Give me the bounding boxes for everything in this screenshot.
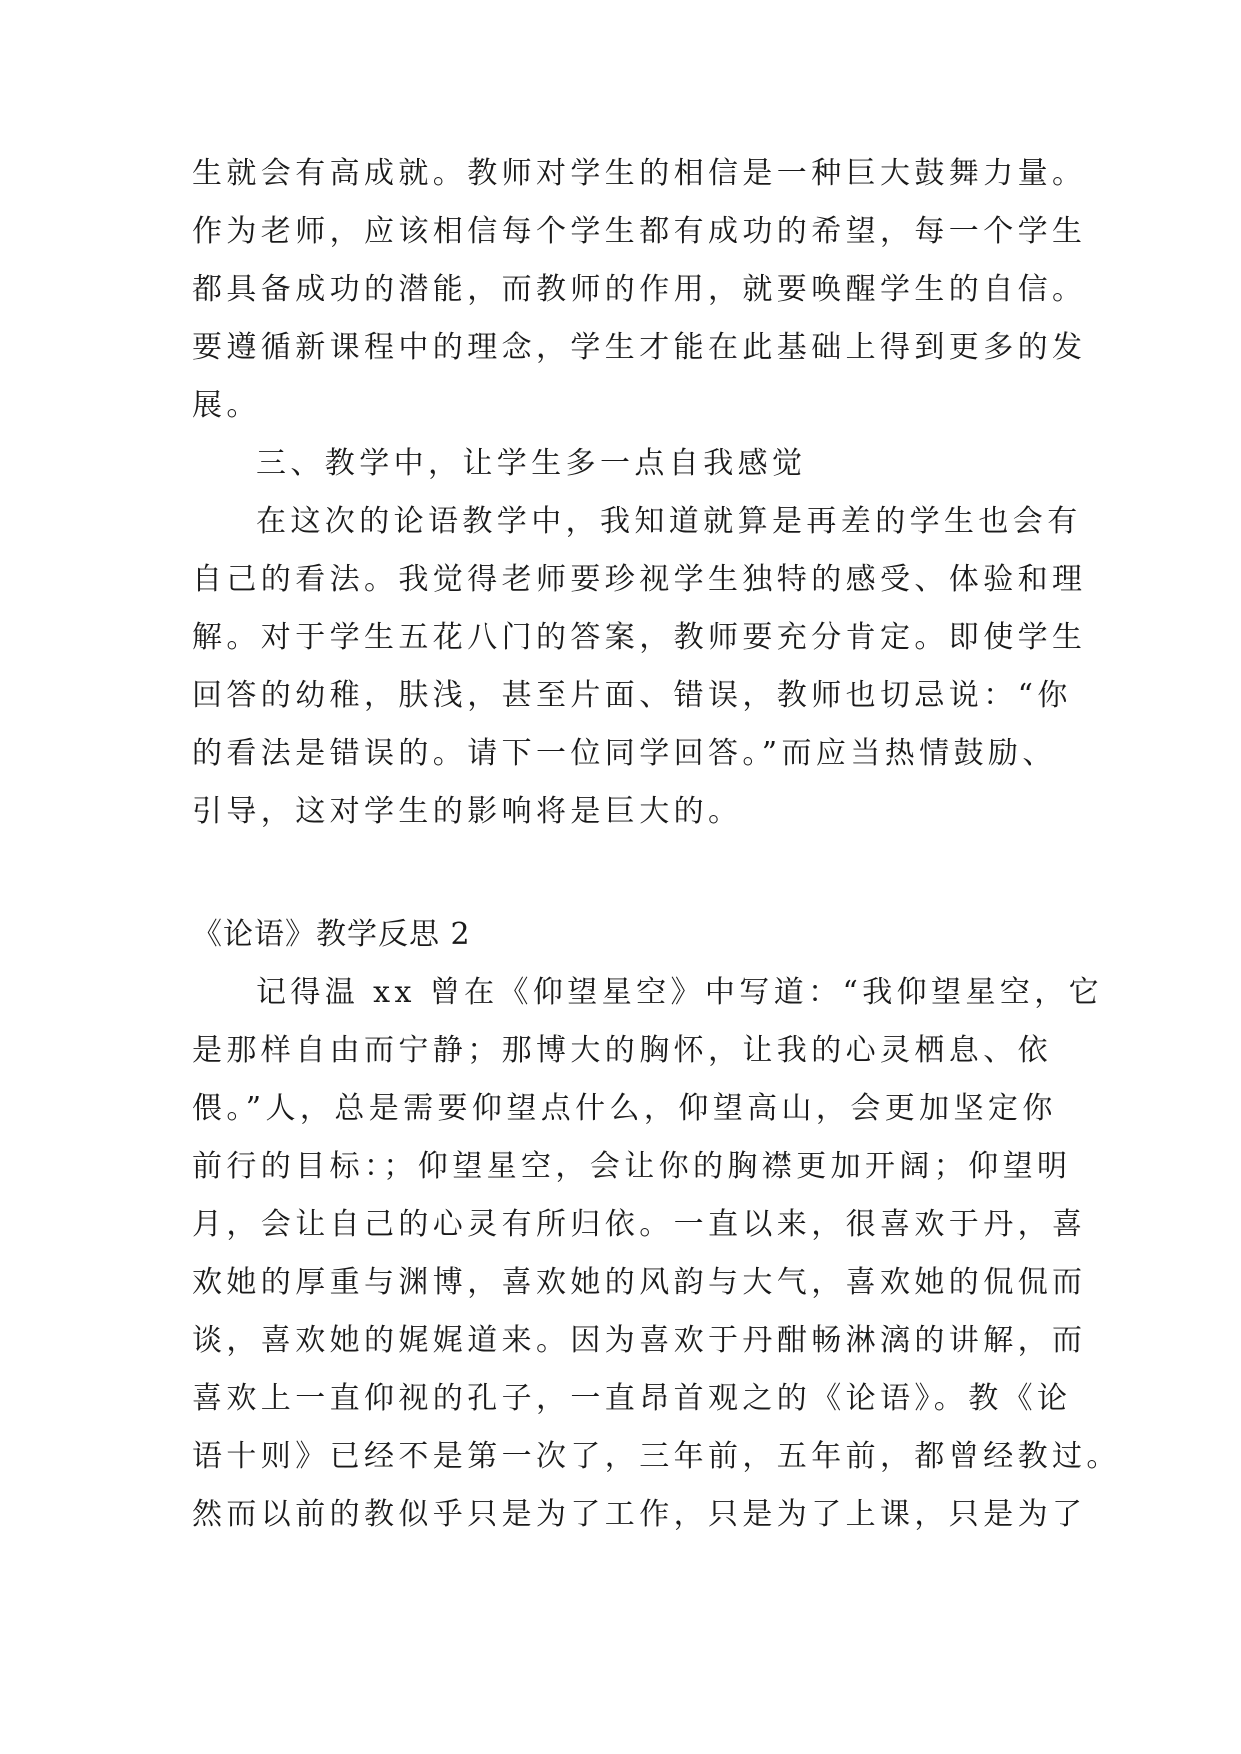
text-line: 喜欢上一直仰视的孔子，一直昂首观之的《论语》。教《论 <box>192 1381 1072 1416</box>
text-line: 月，会让自己的心灵有所归依。一直以来，很喜欢于丹，喜 <box>192 1207 1087 1242</box>
text-line: 偎。”人，总是需要仰望点什么，仰望高山，会更加坚定你 <box>192 1091 1057 1126</box>
text-line: 都具备成功的潜能，而教师的作用，就要唤醒学生的自信。 <box>192 272 1087 307</box>
text-line: 生就会有高成就。教师对学生的相信是一种巨大鼓舞力量。 <box>192 156 1087 191</box>
text-line: 语十则》已经不是第一次了，三年前，五年前，都曾经教过。 <box>192 1439 1121 1474</box>
text-line: 自己的看法。我觉得老师要珍视学生独特的感受、体验和理 <box>192 562 1087 597</box>
text-line: 谈，喜欢她的娓娓道来。因为喜欢于丹酣畅淋漓的讲解，而 <box>192 1323 1087 1358</box>
text-line: 解。对于学生五花八门的答案，教师要充分肯定。即使学生 <box>192 620 1087 655</box>
article-title: 《论语》教学反思 2 <box>192 917 471 952</box>
text-line: 的看法是错误的。请下一位同学回答。”而应当热情鼓励、 <box>192 736 1057 771</box>
text-line: 作为老师，应该相信每个学生都有成功的希望，每一个学生 <box>192 214 1087 249</box>
section-heading: 三、教学中，让学生多一点自我感觉 <box>256 446 807 481</box>
text-line: 然而以前的教似乎只是为了工作，只是为了上课，只是为了 <box>192 1497 1087 1532</box>
text-line: 在这次的论语教学中，我知道就算是再差的学生也会有 <box>256 504 1082 539</box>
text-line: 记得温 xx 曾在《仰望星空》中写道：“我仰望星空，它 <box>256 975 1104 1010</box>
text-line: 回答的幼稚，肤浅，甚至片面、错误，教师也切忌说：“你 <box>192 678 1072 713</box>
text-line: 是那样自由而宁静；那博大的胸怀，让我的心灵栖息、依 <box>192 1033 1052 1068</box>
text-line: 要遵循新课程中的理念，学生才能在此基础上得到更多的发 <box>192 330 1087 365</box>
text-line: 前行的目标：；仰望星空，会让你的胸襟更加开阔；仰望明 <box>192 1149 1072 1184</box>
text-line: 欢她的厚重与渊博，喜欢她的风韵与大气，喜欢她的侃侃而 <box>192 1265 1087 1300</box>
text-line: 展。 <box>192 388 261 423</box>
text-line: 引导，这对学生的影响将是巨大的。 <box>192 794 743 829</box>
